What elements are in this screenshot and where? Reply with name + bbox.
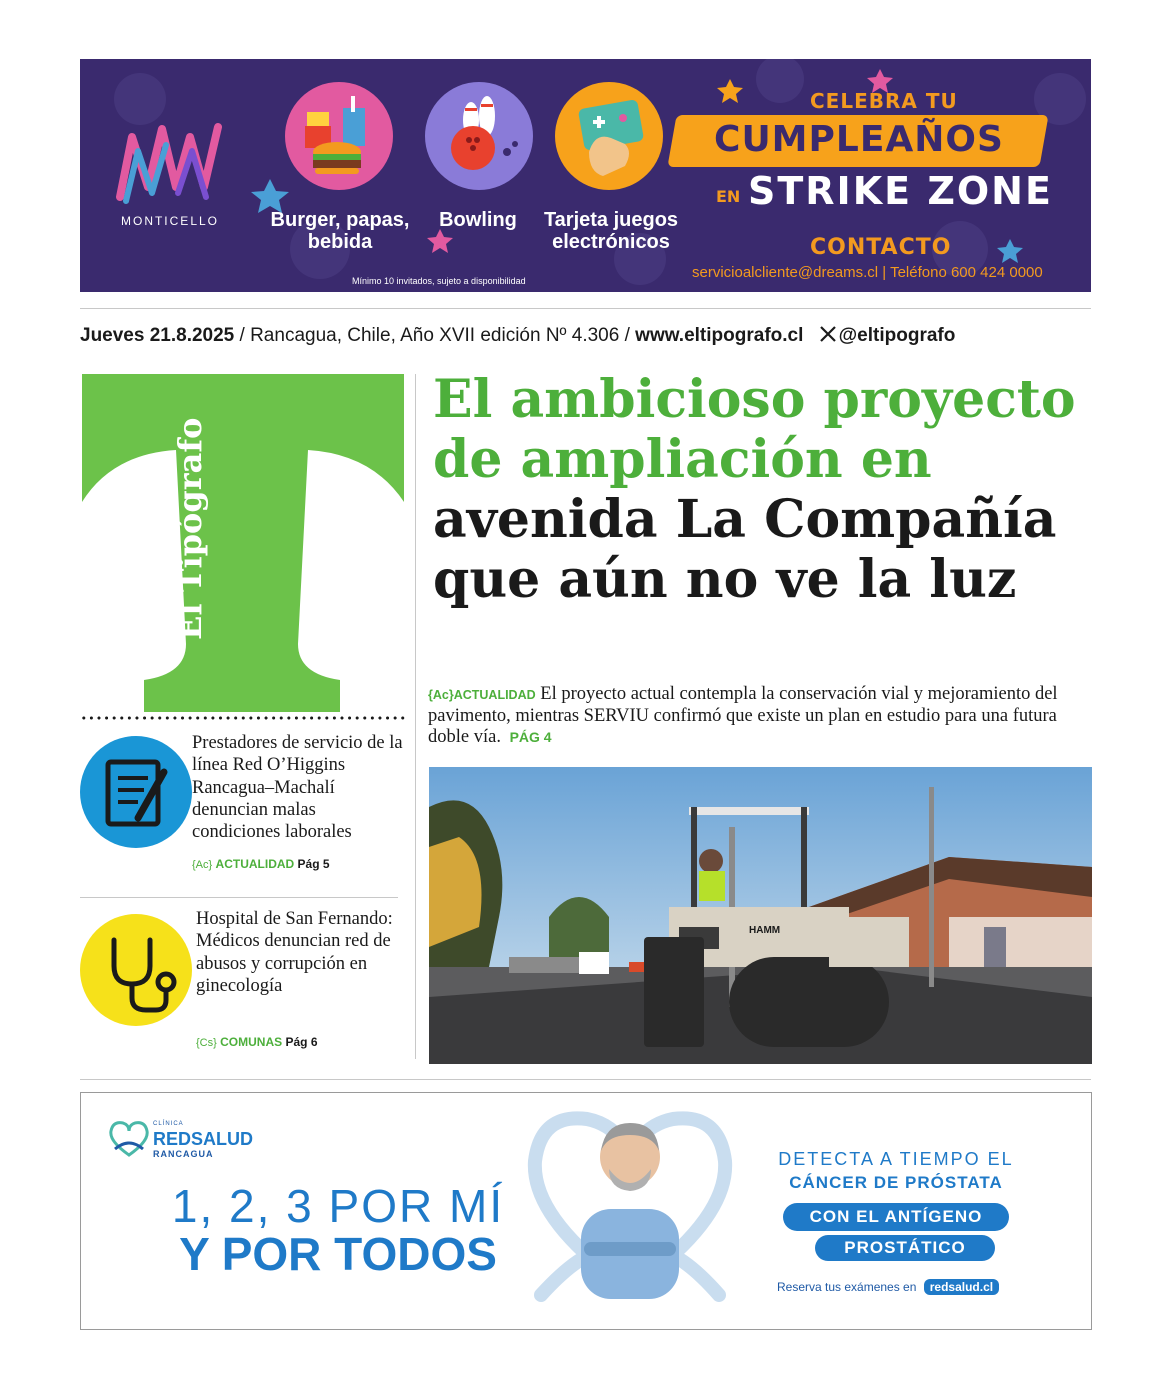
dotted-separator xyxy=(80,716,406,720)
redsalud-link[interactable]: redsalud.cl xyxy=(924,1279,999,1295)
monticello-logo xyxy=(114,117,226,207)
cancer-text: CÁNCER DE PRÓSTATA xyxy=(789,1173,1003,1192)
bottom-advertisement[interactable] xyxy=(80,1092,1092,1330)
contact-line xyxy=(692,264,1043,281)
headline-line-3: avenida La Compañía xyxy=(433,489,1057,550)
section-tag[interactable]: {Ac}ACTUALIDAD xyxy=(428,688,536,702)
headline-line-2: de ampliación en xyxy=(433,429,932,490)
detecta-text: DETECTA A TIEMPO EL xyxy=(778,1149,1014,1169)
lede-text: El proyecto actual contempla la conservación vial y mejoramiento del pavimento, mientras SERVIU confirmó que existe un plan en estudio para una futura doble vía. xyxy=(428,684,1058,747)
burger-caption: Burger, papas, bebida xyxy=(270,209,410,253)
headline-line-1: El ambicioso proyecto xyxy=(433,369,1076,430)
bowling-circle xyxy=(425,82,533,190)
top-advertisement[interactable] xyxy=(80,59,1091,292)
reserva-text: Reserva tus exámenes en xyxy=(777,1280,917,1294)
document-pen-icon xyxy=(80,736,192,848)
story-2-code: {Cs} xyxy=(196,1037,217,1049)
clinic-name: REDSALUD xyxy=(153,1129,254,1149)
story-2-section: COMUNAS xyxy=(220,1035,283,1049)
stethoscope-icon xyxy=(80,914,192,1026)
strike-zone-text: STRIKE ZONE xyxy=(748,169,1053,213)
monticello-name: MONTICELLO xyxy=(120,214,219,228)
burger-circle xyxy=(285,82,393,190)
column-divider xyxy=(415,374,416,1059)
contact-title: CONTACTO xyxy=(810,235,952,260)
game-card-icon xyxy=(555,82,663,190)
story-2-circle xyxy=(80,914,192,1026)
issue-date: Jueves 21.8.2025 xyxy=(80,325,235,346)
prostatic-pill: PROSTÁTICO xyxy=(815,1235,995,1261)
contact-phone: | Teléfono 600 424 0000 xyxy=(882,264,1043,281)
ad-footnote: Mínimo 10 invitados, sujeto a disponibilidad xyxy=(352,276,526,286)
games-caption: Tarjeta juegos electrónicos xyxy=(543,209,679,253)
burger-fries-icon xyxy=(285,82,393,190)
main-lede xyxy=(428,684,1093,748)
strike-prefix: EN xyxy=(716,187,741,206)
story-1-text[interactable]: Prestadores de servicio de la línea Red O’Higgins Rancagua–Machalí denuncian malas condiciones laborales xyxy=(192,733,403,843)
redsalud-heart-icon xyxy=(107,1119,151,1159)
contact-email[interactable]: servicioalcliente@dreams.cl xyxy=(692,264,879,281)
story-1-code: {Ac} xyxy=(192,859,213,871)
clinic-city: RANCAGUA xyxy=(153,1149,214,1159)
dateline xyxy=(80,325,1091,351)
story-2-text[interactable]: Hospital de San Fernando: Médicos denuncian red de abusos y corrupción en ginecología xyxy=(196,909,393,996)
el-tipografo-logo xyxy=(82,374,404,712)
reserva-line xyxy=(777,1279,999,1295)
heart-man-illustration xyxy=(521,1099,739,1309)
top-divider xyxy=(80,308,1091,309)
main-photo[interactable] xyxy=(429,767,1092,1064)
social-handle[interactable]: @eltipografo xyxy=(838,325,956,346)
celebra-text: CELEBRA TU xyxy=(810,89,958,113)
page-ref[interactable]: PÁG 4 xyxy=(509,729,552,745)
story-separator xyxy=(80,897,398,898)
story-1-tag[interactable] xyxy=(192,857,330,871)
story-1-page: Pág 5 xyxy=(297,857,330,871)
story-1-section: ACTUALIDAD xyxy=(215,857,295,871)
main-headline[interactable] xyxy=(433,370,1093,610)
story-2-page: Pág 6 xyxy=(285,1035,318,1049)
games-circle xyxy=(555,82,663,190)
issue-place: / Rancagua, Chile, Año XVII edición Nº 4.306 / xyxy=(239,325,630,346)
headline-line-4: que aún no ve la luz xyxy=(433,549,1017,610)
story-2-tag[interactable] xyxy=(196,1035,318,1049)
logo-name: El Tipógrafo xyxy=(171,417,209,640)
story-1-circle xyxy=(80,736,192,848)
bowling-caption: Bowling xyxy=(439,209,517,231)
roller-brand-label: HAMM xyxy=(749,925,781,936)
x-logo-icon xyxy=(819,325,837,343)
clinic-small: CLÍNICA xyxy=(153,1121,184,1127)
antigen-pill: CON EL ANTÍGENO xyxy=(783,1203,1009,1231)
cumpleanos-text: CUMPLEAÑOS xyxy=(714,119,1004,160)
slogan-line-2: Y POR TODOS xyxy=(179,1228,497,1280)
bowling-icon xyxy=(425,82,533,190)
slogan-line-1: 1, 2, 3 POR MÍ xyxy=(171,1180,505,1232)
bottom-divider xyxy=(80,1079,1091,1080)
website-link[interactable]: www.eltipografo.cl xyxy=(635,325,804,346)
